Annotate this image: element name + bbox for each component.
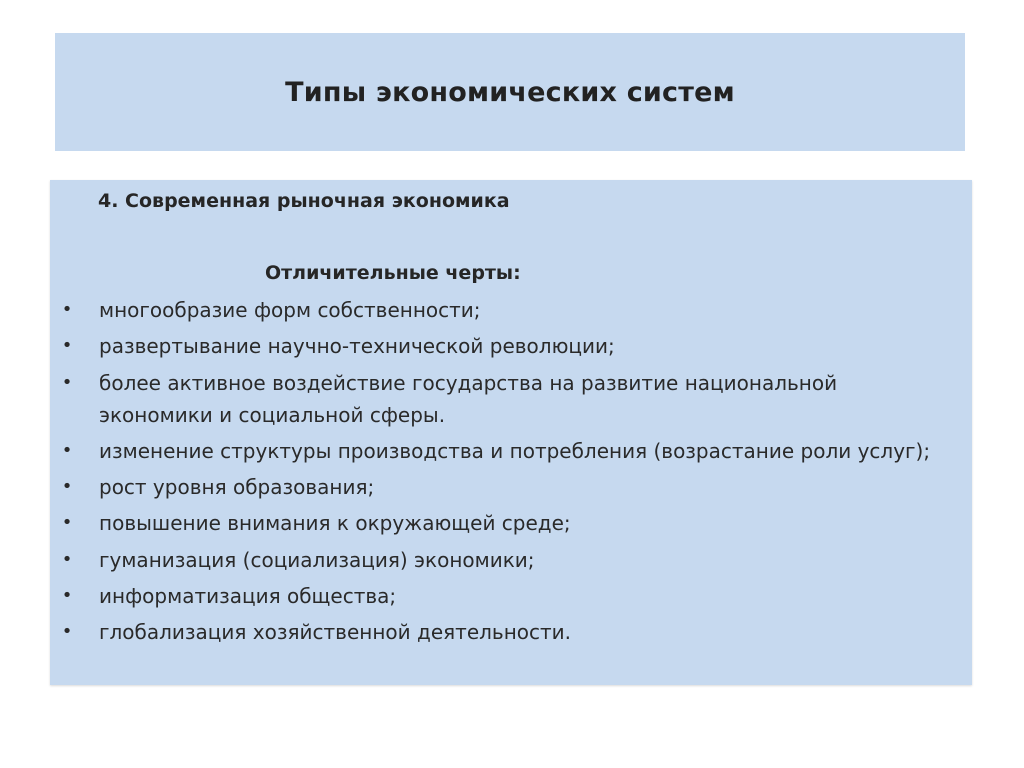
- list-item-text: информатизация общества;: [99, 584, 397, 609]
- list-item-text: глобализация хозяйственной деятельности.: [99, 620, 572, 645]
- list-item: [50, 616, 972, 648]
- bullet-icon: •: [61, 548, 73, 570]
- title-box: [55, 33, 965, 151]
- list-item: [50, 330, 972, 362]
- list-item: [50, 435, 972, 467]
- section-subtitle: 4. Современная рыночная экономика: [98, 190, 510, 212]
- list-item-text: повышение внимания к окружающей среде;: [99, 511, 571, 536]
- bullet-icon: •: [61, 621, 73, 643]
- bullet-icon: •: [61, 299, 73, 320]
- list-item-text: более активное воздействие государства на развитие национальной экономики и социальной сферы.: [99, 370, 838, 427]
- bullet-icon: •: [61, 335, 73, 357]
- list-item: [50, 507, 972, 539]
- bullet-icon: •: [61, 439, 73, 461]
- bullet-icon: •: [61, 371, 73, 393]
- list-item-text: изменение структуры производства и потребления (возрастание роли услуг);: [99, 438, 931, 463]
- content-box: [50, 180, 972, 685]
- list-item: [50, 294, 972, 326]
- bullet-icon: •: [61, 476, 73, 498]
- list-item-text: рост уровня образования;: [99, 475, 375, 500]
- list-item: [50, 367, 972, 431]
- slide-title: Типы экономических систем: [285, 76, 735, 108]
- features-heading: Отличительные черты:: [265, 262, 521, 284]
- list-item: [50, 544, 972, 576]
- list-item-text: многообразие форм собственности;: [99, 298, 481, 322]
- bullet-icon: •: [61, 585, 73, 607]
- list-item-text: развертывание научно-технической революции;: [99, 334, 615, 359]
- bullet-icon: •: [61, 512, 73, 534]
- list-item: [50, 471, 972, 503]
- list-item: [50, 580, 972, 612]
- feature-list: [50, 294, 972, 653]
- list-item-text: гуманизация (социализация) экономики;: [99, 547, 535, 572]
